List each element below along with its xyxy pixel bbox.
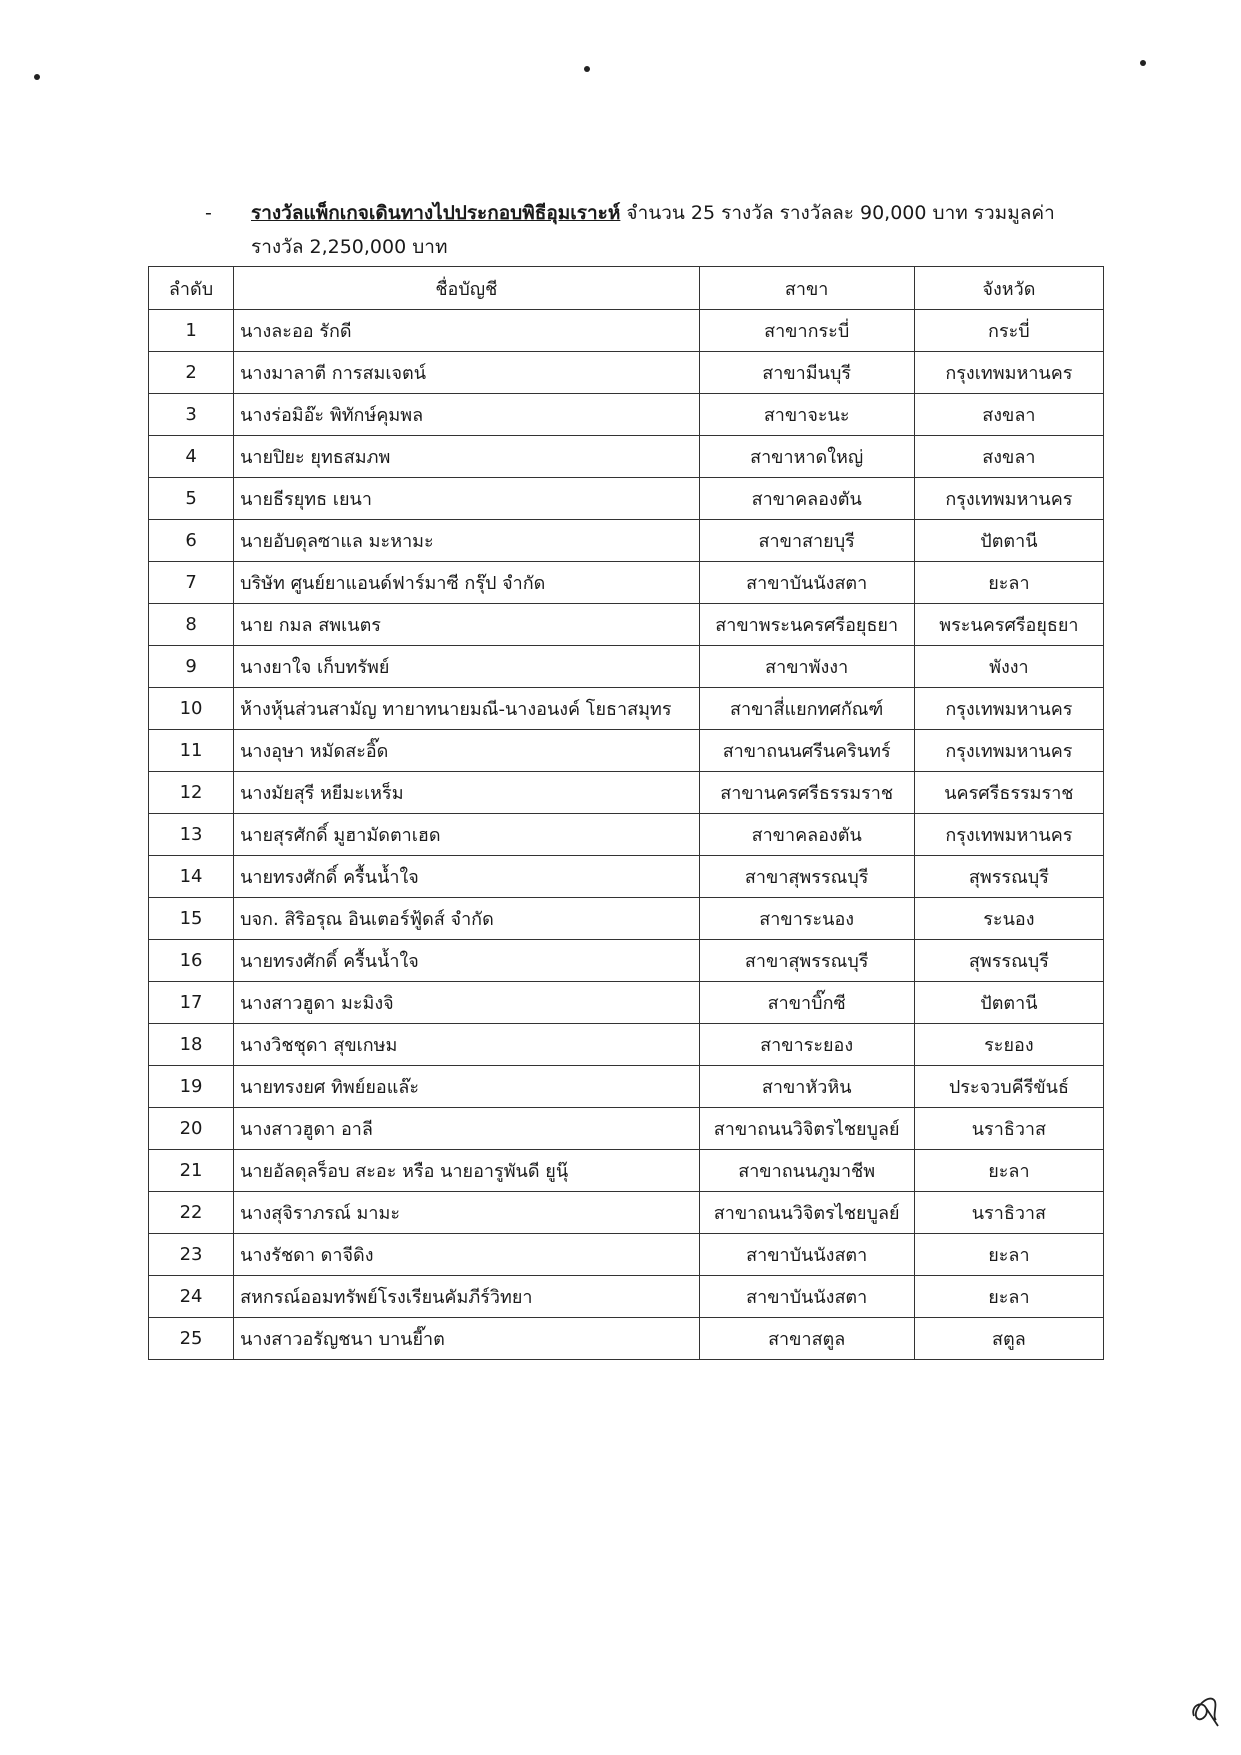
cell-order: 7 (149, 562, 234, 604)
cell-branch: สาขาระยอง (699, 1024, 914, 1066)
header-province: จังหวัด (914, 267, 1103, 310)
cell-account-name: บริษัท ศูนย์ยาแอนด์ฟาร์มาซี กรุ๊ป จำกัด (234, 562, 699, 604)
cell-order: 13 (149, 814, 234, 856)
cell-province: ปัตตานี (914, 520, 1103, 562)
cell-account-name: นางสาวฮูดา มะมิงจิ (234, 982, 699, 1024)
table-row (149, 730, 1104, 772)
cell-province: ระยอง (914, 1024, 1103, 1066)
cell-branch: สาขาบันนังสตา (699, 562, 914, 604)
table-row (149, 1066, 1104, 1108)
table-row (149, 478, 1104, 520)
table-row (149, 856, 1104, 898)
cell-province: ประจวบคีรีขันธ์ (914, 1066, 1103, 1108)
cell-order: 18 (149, 1024, 234, 1066)
cell-province: พระนครศรีอยุธยา (914, 604, 1103, 646)
cell-branch: สาขาบิ๊กซี (699, 982, 914, 1024)
cell-branch: สาขาสี่แยกทศกัณฑ์ (699, 688, 914, 730)
cell-province: สตูล (914, 1318, 1103, 1360)
table-row (149, 436, 1104, 478)
scan-dot-center (584, 66, 590, 72)
cell-account-name: นางรัชดา ดาจีดิง (234, 1234, 699, 1276)
cell-order: 11 (149, 730, 234, 772)
table-row (149, 1108, 1104, 1150)
cell-province: สุพรรณบุรี (914, 856, 1103, 898)
cell-branch: สาขาบันนังสตา (699, 1234, 914, 1276)
cell-account-name: นางร่อมิอ๊ะ พิทักษ์คุมพล (234, 394, 699, 436)
cell-order: 24 (149, 1276, 234, 1318)
cell-order: 3 (149, 394, 234, 436)
table-row (149, 940, 1104, 982)
cell-province: นราธิวาส (914, 1192, 1103, 1234)
cell-order: 2 (149, 352, 234, 394)
cell-account-name: นางมาลาตี การสมเจตน์ (234, 352, 699, 394)
cell-province: ยะลา (914, 1234, 1103, 1276)
cell-account-name: นายสุรศักดิ์ มูฮามัดตาเฮด (234, 814, 699, 856)
cell-account-name: นางละออ รักดี (234, 310, 699, 352)
cell-branch: สาขาถนนวิจิตรไชยบูลย์ (699, 1192, 914, 1234)
table-row (149, 1150, 1104, 1192)
table-row (149, 898, 1104, 940)
cell-account-name: สหกรณ์ออมทรัพย์โรงเรียนคัมภีร์วิทยา (234, 1276, 699, 1318)
cell-province: สุพรรณบุรี (914, 940, 1103, 982)
cell-province: กรุงเทพมหานคร (914, 688, 1103, 730)
cell-account-name: นางมัยสุรี หยีมะเหร็ม (234, 772, 699, 814)
cell-province: พังงา (914, 646, 1103, 688)
cell-account-name: นางยาใจ เก็บทรัพย์ (234, 646, 699, 688)
table-row (149, 1234, 1104, 1276)
cell-account-name: นายทรงศักดิ์ ครื้นน้ำใจ (234, 940, 699, 982)
cell-account-name: บจก. สิริอรุณ อินเตอร์ฟู้ดส์ จำกัด (234, 898, 699, 940)
table-header-row (149, 267, 1104, 310)
table-row (149, 310, 1104, 352)
cell-account-name: นางวิชชุดา สุขเกษม (234, 1024, 699, 1066)
cell-branch: สาขาสุพรรณบุรี (699, 856, 914, 898)
cell-order: 19 (149, 1066, 234, 1108)
award-detail: จำนวน 25 รางวัล รางวัลละ 90,000 บาท รวมมูลค่า (620, 202, 1055, 224)
cell-order: 20 (149, 1108, 234, 1150)
table-row (149, 352, 1104, 394)
cell-order: 16 (149, 940, 234, 982)
table-row (149, 688, 1104, 730)
cell-province: กรุงเทพมหานคร (914, 352, 1103, 394)
award-heading (205, 196, 1085, 264)
signature-mark (1188, 1686, 1222, 1730)
cell-order: 9 (149, 646, 234, 688)
cell-branch: สาขาจะนะ (699, 394, 914, 436)
cell-branch: สาขามีนบุรี (699, 352, 914, 394)
cell-province: นราธิวาส (914, 1108, 1103, 1150)
scan-dot-right (1140, 60, 1146, 66)
cell-order: 8 (149, 604, 234, 646)
table-row (149, 1318, 1104, 1360)
cell-branch: สาขาหาดใหญ่ (699, 436, 914, 478)
cell-account-name: นายธีรยุทธ เยนา (234, 478, 699, 520)
cell-branch: สาขาบันนังสตา (699, 1276, 914, 1318)
table-row (149, 604, 1104, 646)
cell-order: 21 (149, 1150, 234, 1192)
cell-order: 6 (149, 520, 234, 562)
cell-account-name: นางสุจิราภรณ์ มามะ (234, 1192, 699, 1234)
cell-branch: สาขาถนนภูมาชีพ (699, 1150, 914, 1192)
cell-account-name: นายปิยะ ยุทธสมภพ (234, 436, 699, 478)
table-row (149, 814, 1104, 856)
cell-branch: สาขาถนนศรีนครินทร์ (699, 730, 914, 772)
cell-account-name: ห้างหุ้นส่วนสามัญ ทายาทนายมณี-นางอนงค์ โยธาสมุทร (234, 688, 699, 730)
cell-branch: สาขาพังงา (699, 646, 914, 688)
table-row (149, 1192, 1104, 1234)
cell-province: ยะลา (914, 562, 1103, 604)
cell-order: 5 (149, 478, 234, 520)
cell-account-name: นาย กมล สพเนตร (234, 604, 699, 646)
cell-province: กรุงเทพมหานคร (914, 730, 1103, 772)
table-row (149, 394, 1104, 436)
table-body (149, 310, 1104, 1360)
cell-account-name: นายอับดุลซาแล มะหามะ (234, 520, 699, 562)
cell-branch: สาขาสุพรรณบุรี (699, 940, 914, 982)
cell-order: 12 (149, 772, 234, 814)
cell-branch: สาขาสายบุรี (699, 520, 914, 562)
table-row (149, 1024, 1104, 1066)
cell-order: 10 (149, 688, 234, 730)
cell-branch: สาขากระบี่ (699, 310, 914, 352)
cell-account-name: นายทรงศักดิ์ ครื้นน้ำใจ (234, 856, 699, 898)
cell-branch: สาขาถนนวิจิตรไชยบูลย์ (699, 1108, 914, 1150)
cell-order: 17 (149, 982, 234, 1024)
table-row (149, 982, 1104, 1024)
cell-branch: สาขานครศรีธรรมราช (699, 772, 914, 814)
cell-province: กระบี่ (914, 310, 1103, 352)
cell-province: ยะลา (914, 1150, 1103, 1192)
cell-order: 4 (149, 436, 234, 478)
award-title: รางวัลแพ็กเกจเดินทางไปประกอบพิธีอุมเราะห์ (251, 202, 621, 224)
cell-account-name: นายทรงยศ ทิพย์ยอแล๊ะ (234, 1066, 699, 1108)
heading-line-1 (205, 196, 1085, 230)
cell-province: ระนอง (914, 898, 1103, 940)
cell-order: 25 (149, 1318, 234, 1360)
cell-province: สงขลา (914, 394, 1103, 436)
cell-account-name: นางอุษา หมัดสะอิ๊ด (234, 730, 699, 772)
table-row (149, 520, 1104, 562)
cell-order: 23 (149, 1234, 234, 1276)
cell-order: 22 (149, 1192, 234, 1234)
cell-account-name: นางสาวฮูดา อาลี (234, 1108, 699, 1150)
header-account-name: ชื่อบัญชี (234, 267, 699, 310)
header-branch: สาขา (699, 267, 914, 310)
winners-table (148, 266, 1104, 1360)
cell-branch: สาขาหัวหิน (699, 1066, 914, 1108)
header-order: ลำดับ (149, 267, 234, 310)
cell-branch: สาขาคลองตัน (699, 814, 914, 856)
bullet-dash: - (205, 202, 212, 224)
table-row (149, 646, 1104, 688)
scan-dot-left (34, 74, 40, 80)
table-row (149, 562, 1104, 604)
table-row (149, 772, 1104, 814)
cell-account-name: นายอัลดุลร็อบ สะอะ หรือ นายอารูพันดี ยูนุ๊ (234, 1150, 699, 1192)
cell-account-name: นางสาวอรัญชนา บานยี๊าต (234, 1318, 699, 1360)
heading-line-2: รางวัล 2,250,000 บาท (251, 236, 448, 258)
cell-order: 15 (149, 898, 234, 940)
cell-province: ยะลา (914, 1276, 1103, 1318)
cell-order: 14 (149, 856, 234, 898)
cell-province: กรุงเทพมหานคร (914, 814, 1103, 856)
cell-branch: สาขาพระนครศรีอยุธยา (699, 604, 914, 646)
cell-province: ปัตตานี (914, 982, 1103, 1024)
cell-branch: สาขาคลองตัน (699, 478, 914, 520)
cell-province: กรุงเทพมหานคร (914, 478, 1103, 520)
cell-branch: สาขาระนอง (699, 898, 914, 940)
cell-order: 1 (149, 310, 234, 352)
cell-province: สงขลา (914, 436, 1103, 478)
cell-province: นครศรีธรรมราช (914, 772, 1103, 814)
cell-branch: สาขาสตูล (699, 1318, 914, 1360)
table-row (149, 1276, 1104, 1318)
